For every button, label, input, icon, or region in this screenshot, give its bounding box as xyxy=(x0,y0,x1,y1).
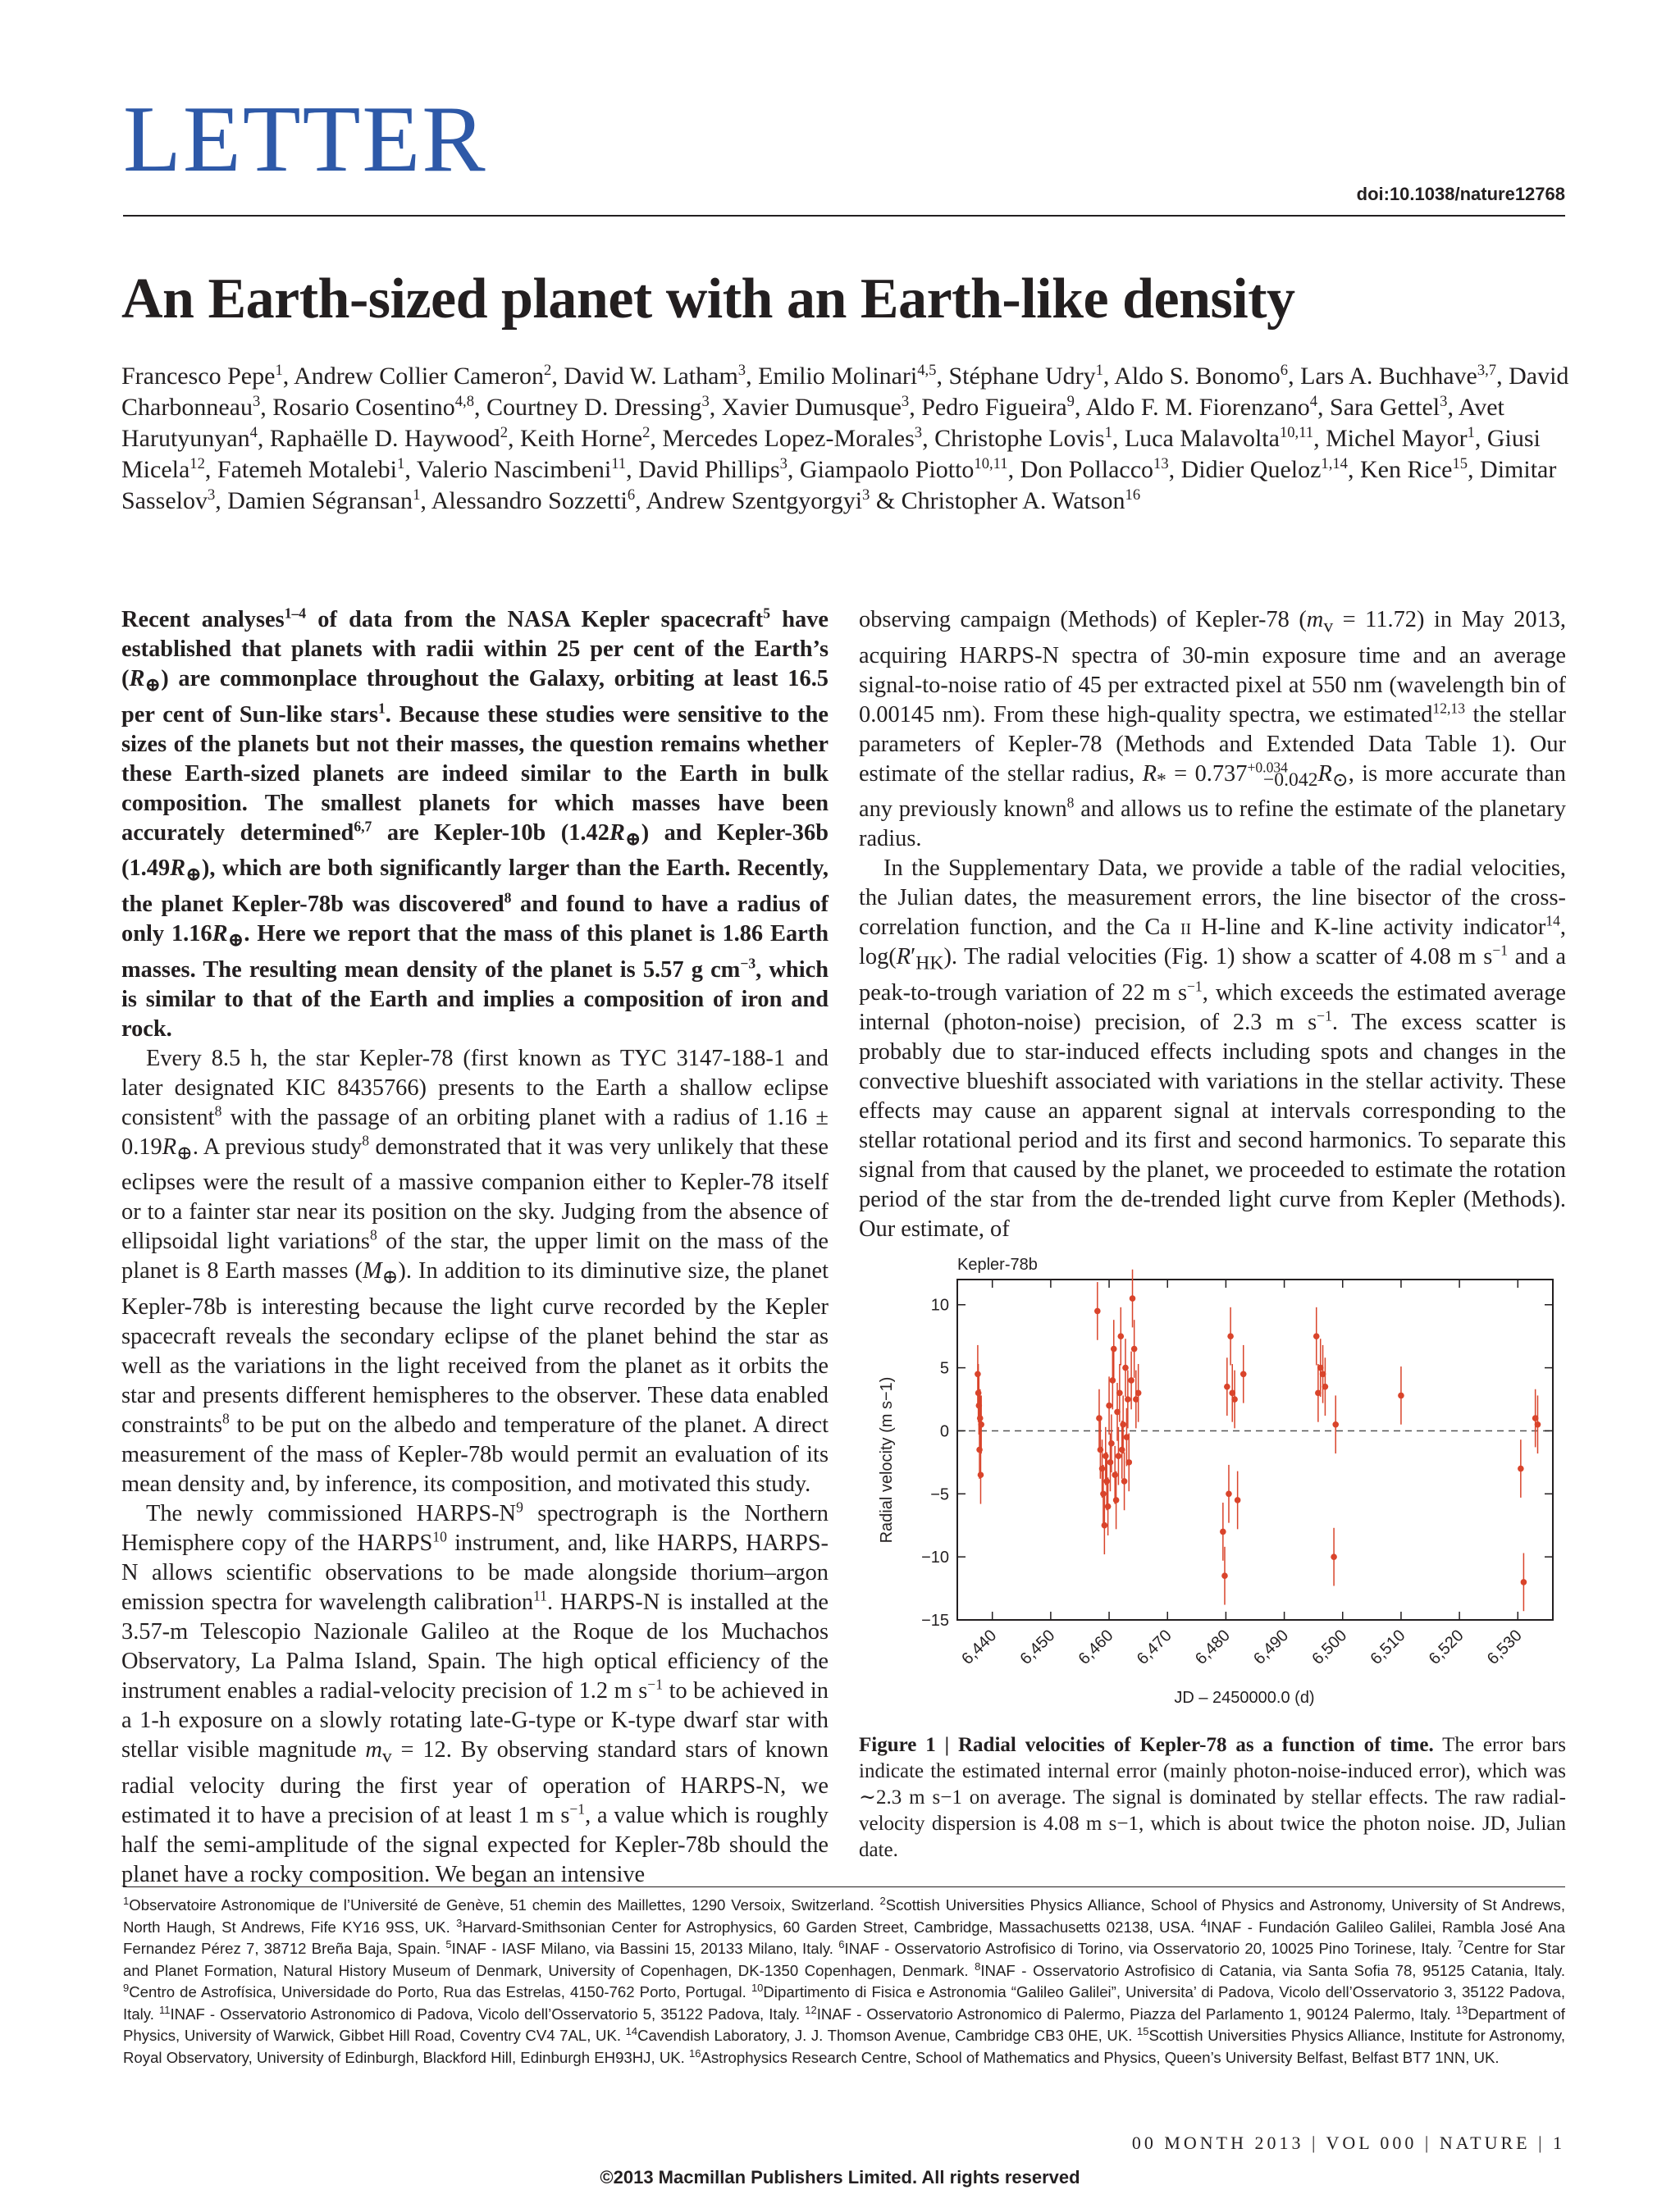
y-tick-label: 0 xyxy=(939,1422,949,1441)
data-point xyxy=(1108,1440,1115,1447)
paragraph: Every 8.5 h, the star Kepler-78 (first known as TYC 3147-188-1 and later designated KIC 8435766) presents to the Earth a shallow eclipse consistent$^8$ with the passage of an orbiting planet with a radius of $1.16 \pm 0.19R_\oplus$. A previous study$^8$ demonstrated that it was very unlikely that these eclipses were the result of a massive companion either to Kepler-78 itself or to a fainter star near its position on the sky. Judging from the absence of ellipsoidal light variations$^8$ of the star, the upper limit on the mass of the planet is 8 Earth masses $(M_\oplus)$. In addition to its diminutive size, the planet Kepler-78b is interesting because the light curve recorded by the Kepler spacecraft reveals the secondary eclipse of the planet behind the star as well as the variations in the light received from the planet as it orbits the star and presents different hemispheres to the observer. These data enabled constraints$^8$ to be put on the albedo and temperature of the planet. A direct measurement of the mass of Kepler-78b would permit an evaluation of its mean density and, by inference, its composition, and motivated this study. xyxy=(121,1045,829,1498)
y-tick-label: −15 xyxy=(921,1612,949,1630)
radial-velocity-chart xyxy=(859,1247,1566,1706)
left-column xyxy=(121,605,829,1890)
data-point xyxy=(1113,1497,1120,1503)
data-point xyxy=(1120,1421,1126,1428)
data-point xyxy=(1105,1503,1112,1510)
x-tick-label: 6,530 xyxy=(1483,1626,1526,1668)
affiliations: $^1$Observatoire Astronomique de l’Université de Genève, 51 chemin des Maillettes, 1290 Versoix, Switzerland. $^2$Scottish Universities Physics Alliance, School of Physics and Astronomy, University of St Andrews, North Haugh, St Andrews, Fife KY16 9SS, UK. $^3$Harvard-Smithsonian Center for Astrophysics, 60 Garden Street, Cambridge, Massachusetts 02138, USA. $^4$INAF - Fundación Galileo Galilei, Rambla José Ana Fernandez Pérez 7, 38712 Breña Baja, Spain. $^5$INAF - IASF Milano, via Bassini 15, 20133 Milano, Italy. $^6$INAF - Osservatorio Astrofisico di Torino, via Osservatorio 20, 10025 Pino Torinese, Italy. $^7$Centre for Star and Planet Formation, Natural History Museum of Denmark, University of Copenhagen, DK-1350 Copenhagen, Denmark. $^8$INAF - Osservatorio Astrofisico di Catania, via Santa Sofia 78, 95125 Catania, Italy. $^9$Centro de Astrofísica, Universidade do Porto, Rua das Estrelas, 4150-762 Porto, Portugal. $^{10}$Dipartimento di Fisica e Astronomia “Galileo Galilei”, Universita’ di Padova, Vicolo dell’Osservatorio 3, 35122 Padova, Italy. $^{11}$INAF - Osservatorio Astronomico di Padova, Vicolo dell’Osservatorio 5, 35122 Padova, Italy. $^{12}$INAF - Osservatorio Astronomico di Palermo, Piazza del Parlamento 1, 90124 Palermo, Italy. $^{13}$Department of Physics, University of Warwick, Gibbet Hill Road, Coventry CV4 7AL, UK. $^{14}$Cavendish Laboratory, J. J. Thomson Avenue, Cambridge CB3 0HE, UK. $^{15}$Scottish Universities Physics Alliance, Institute for Astronomy, Royal Observatory, University of Edinburgh, Blackford Hill, Edinburgh EH93HJ, UK. $^{16}$Astrophysics Research Centre, School of Mathematics and Physics, Queen’s University Belfast, Belfast BT7 1NN, UK. xyxy=(123,1894,1566,2066)
data-point xyxy=(1116,1453,1122,1459)
abstract: Recent analyses$^{1-4}$ of data from the NASA Kepler spacecraft$^5$ have established that planets with radii within 25 per cent of the Earth’s $(R_\oplus)$ are commonplace throughout the Galaxy, orbiting at least 16.5 per cent of Sun-like stars$^1$. Because these studies were sensitive to the sizes of the planets but not their masses, the question remains whether these Earth-sized planets are indeed similar to the Earth in bulk composition. The smallest planets for which masses have been accurately determined$^{6,7}$ are Kepler-10b $(1.42R_\oplus)$ and Kepler-36b $(1.49R_\oplus)$, which are both significantly larger than the Earth. Recently, the planet Kepler-78b was discovered$^8$ and found to have a radius of only $1.16R_\oplus$. Here we report that the mass of this planet is 1.86 Earth masses. The resulting mean density of the planet is 5.57 g $cm^{-3}$, which is similar to that of the Earth and implies a composition of iron and rock. xyxy=(121,604,829,1042)
data-point xyxy=(1240,1371,1247,1377)
data-point xyxy=(1103,1478,1110,1485)
data-point xyxy=(1125,1459,1132,1466)
y-axis-label: Radial velocity (m s−1) xyxy=(878,1376,896,1544)
data-point xyxy=(1226,1490,1232,1497)
data-point xyxy=(1111,1346,1117,1353)
copyright: ©2013 Macmillan Publishers Limited. All rights reserved xyxy=(600,2167,1080,2187)
data-point xyxy=(1235,1497,1241,1503)
data-point xyxy=(978,1471,984,1478)
data-point xyxy=(1128,1377,1134,1384)
x-tick-label: 6,500 xyxy=(1308,1626,1351,1668)
data-point xyxy=(977,1415,984,1421)
x-tick-label: 6,520 xyxy=(1425,1626,1468,1668)
data-point xyxy=(1116,1390,1123,1397)
author-list: Francesco Pepe$^1$, Andrew Collier Cameron$^2$, David W. Latham$^3$, Emilio Molinari$^{4,5}$, Stéphane Udry$^1$, Aldo S. Bonomo$^6$, Lars A. Buchhave$^{3,7}$, David Charbonneau$^3$, Rosario Cosentino$^{4,8}$, Courtney D. Dressing$^3$, Xavier Dumusque$^3$, Pedro Figueira$^9$, Aldo F. M. Fiorenzano$^4$, Sara Gettel$^3$, Avet Harutyunyan$^4$, Raphaëlle D. Haywood$^2$, Keith Horne$^2$, Mercedes Lopez-Morales$^3$, Christophe Lovis$^1$, Luca Malavolta$^{10,11}$, Michel Mayor$^1$, Giusi Micela$^{12}$, Fatemeh Motalebi$^1$, Valerio Nascimbeni$^{11}$, David Phillips$^3$, Giampaolo Piotto$^{10,11}$, Don Pollacco$^{13}$, Didier Queloz$^{1,14}$, Ken Rice$^{15}$, Dimitar Sasselov$^3$, Damien Ségransan$^1$, Alessandro Sozzetti$^6$, Andrew Szentgyorgyi$^3$ & Christopher A. Watson$^{16}$ xyxy=(121,362,1569,514)
data-point xyxy=(1221,1572,1228,1579)
x-tick-label: 6,460 xyxy=(1075,1626,1117,1668)
figure-caption xyxy=(859,1732,1566,1864)
chart-title: Kepler-78b xyxy=(957,1256,1038,1274)
data-point xyxy=(1227,1333,1234,1339)
data-point xyxy=(1102,1453,1109,1459)
y-tick-label: −5 xyxy=(930,1485,949,1504)
y-tick-label: −10 xyxy=(921,1549,949,1567)
y-tick-label: 5 xyxy=(939,1359,949,1378)
data-point xyxy=(1100,1490,1107,1497)
x-tick-label: 6,510 xyxy=(1367,1626,1409,1668)
x-tick-label: 6,490 xyxy=(1250,1626,1293,1668)
data-point xyxy=(978,1421,984,1428)
header-rule xyxy=(123,215,1565,217)
paragraph: In the Supplementary Data, we provide a table of the radial velocities, the Julian dates, the measurement errors, the line bisector of the cross-correlation function, and the Ca ii H-line and K-line activity indicator$^{14}$, $\log(R'_{HK})$. The radial velocities (Fig. 1) show a scatter of 4.08 m $s^{-1}$ and a peak-to-trough variation of 22 m $s^{-1}$, which exceeds the estimated average internal (photon-noise) precision, of 2.3 m $s^{-1}$. The excess scatter is probably due to star-induced effects including spots and changes in the convective blueshift associated with variations in the stellar activity. These effects may cause an apparent signal at intervals corresponding to the stellar rotational period and its first and second harmonics. To separate this signal from that caused by the planet, we proceeded to estimate the rotation period of the star from the de-trended light curve from Kepler (Methods). Our estimate, of xyxy=(859,855,1567,1243)
data-point xyxy=(1313,1333,1320,1339)
data-point xyxy=(1398,1393,1404,1399)
doi[interactable]: doi:10.1038/nature12768 xyxy=(1356,184,1565,204)
footnote-rule xyxy=(123,1886,1565,1887)
data-point xyxy=(1135,1390,1142,1397)
paragraph: The newly commissioned HARPS-$N^9$ spectrograph is the Northern Hemisphere copy of the HARPS$^{10}$ instrument, and, like HARPS, HARPS-N allows scientific observations to be made alongside thorium–argon emission spectra for wavelength calibration$^{11}$. HARPS-N is installed at the 3.57-m Telescopio Nazionale Galileo at the Roque de los Muchachos Observatory, La Palma Island, Spain. The high optical efficiency of the instrument enables a radial-velocity precision of 1.2 m $s^{-1}$ to be achieved in a 1-h exposure on a slowly rotating late-G-type or K-type dwarf star with stellar visible magnitude $m_v = 12$. By observing standard stars of known radial velocity during the first year of operation of HARPS-N, we estimated it to have a precision of at least 1 m $s^{-1}$, a value which is roughly half the semi-amplitude of the signal expected for Kepler-78b should the planet have a rocky composition. We began an intensive xyxy=(121,1499,829,1887)
data-point xyxy=(1110,1377,1116,1384)
data-point xyxy=(1121,1478,1128,1485)
data-point xyxy=(1099,1466,1106,1472)
data-point xyxy=(1117,1333,1124,1339)
data-point xyxy=(1535,1421,1541,1428)
data-point xyxy=(1521,1579,1527,1585)
caption-body: The error bars indicate the estimated internal error (mainly photon-noise-induced error), which was ∼2.3 m s−1 on average. The signal is dominated by stellar effects. The raw radial-velocity dispersion is 4.08 m s−1, which is about twice the photon noise. JD, Julian date. xyxy=(859,1734,1566,1861)
y-tick-label: 10 xyxy=(930,1296,949,1315)
author-first: Francesco Pepe xyxy=(121,363,276,390)
x-tick-label: 6,470 xyxy=(1133,1626,1176,1668)
data-point xyxy=(1119,1447,1125,1453)
data-point xyxy=(1107,1459,1114,1466)
data-point xyxy=(1322,1384,1329,1390)
data-point xyxy=(1224,1384,1230,1390)
data-point xyxy=(1096,1415,1102,1421)
x-tick-label: 6,450 xyxy=(1016,1626,1059,1668)
section-label: LETTER xyxy=(123,87,487,192)
x-tick-label: 6,480 xyxy=(1191,1626,1234,1668)
data-point xyxy=(1332,1421,1339,1428)
paragraph: observing campaign (Methods) of Kepler-78 $(m_v = 11.72)$ in May 2013, acquiring HARPS-N spectra of 30-min exposure time and an average signal-to-noise ratio of 45 per extracted pixel at 550 nm (wavelength bin of 0.00145 nm). From these high-quality spectra, we estimated$^{12,13}$ the stellar parameters of Kepler-78 (Methods and Extended Data Table 1). Our estimate of the stellar radius, $R_* = 0.737^{+0.034}_{-0.042}R_⊙$, is more accurate than any previously known$^8$ and allows us to refine the estimate of the planetary radius. xyxy=(859,607,1566,852)
data-point xyxy=(1231,1396,1238,1403)
data-point xyxy=(1106,1403,1112,1409)
data-point xyxy=(1331,1553,1337,1560)
data-point xyxy=(1102,1522,1108,1529)
data-point xyxy=(1112,1471,1118,1478)
x-axis-label: JD – 2450000.0 (d) xyxy=(1174,1689,1315,1706)
data-point xyxy=(1125,1396,1131,1403)
data-point xyxy=(1130,1295,1136,1302)
data-point xyxy=(1122,1365,1129,1371)
x-tick-label: 6,440 xyxy=(958,1626,1001,1668)
caption-title: Figure 1 | Radial velocities of Kepler-78 as a function of time. xyxy=(859,1734,1434,1756)
data-point xyxy=(1131,1346,1138,1353)
article-title: An Earth-sized planet with an Earth-like density xyxy=(121,267,1295,331)
plot-frame xyxy=(957,1280,1553,1620)
issue-line: 00 MONTH 2013 | VOL 000 | NATURE | 1 xyxy=(1131,2133,1565,2153)
data-point xyxy=(1220,1529,1226,1535)
right-column xyxy=(859,605,1566,1244)
data-point xyxy=(1518,1466,1524,1472)
data-point xyxy=(1094,1308,1101,1315)
